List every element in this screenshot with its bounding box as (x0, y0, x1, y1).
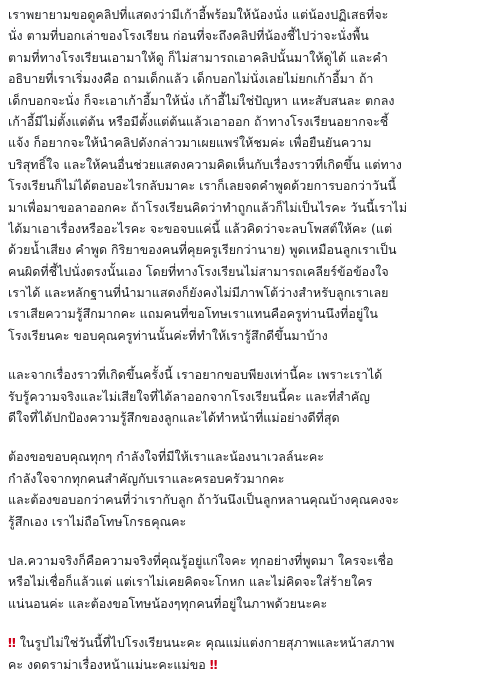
text-line: และต้องขอบอกว่าคนที่ว่าเรากับลูก ถ้าวันนึงเป็นลูกหลานคุณบ้างคุณคงจะ (8, 492, 399, 508)
post-body (8, 4, 492, 675)
text-line: กำลังใจจากทุกคนสำคัญกับเราและครอบครัวมากคะ (8, 470, 285, 486)
text-line: เด็กบอกจะนั่ง ก็จะเอาเก้าอี้มาให้นั่ง เก้าอี้ไม่ใช่ปัญหา แหะสับสนละ ตกลง (8, 92, 395, 108)
text-line: คนผิดที่ชี้ไปนั่งตรงนั้นเอง โดยที่ทางโรงเรียนไม่สามารถเคลียร์ข้อข้องใจ (8, 263, 389, 279)
paragraph-1 (8, 4, 492, 346)
text-line: หรือไม่เชื่อก็แล้วแต่ แต่เราไม่เคยคิดจะโกหก และไม่คิดจะใส่ร้ายใคร (8, 574, 373, 590)
text-line: ดีใจที่ได้ปกป้องความรู้สึกของลูกและได้ทำหน้าที่แม่อย่างดีที่สุด (8, 410, 340, 426)
double-exclamation-icon: ‼ (8, 635, 16, 651)
text-line: นั่ง ตามที่บอกเล่าของโรงเรียน ก่อนที่จะถึงคลิปที่น้องชี้ไปว่าจะนั่งพื้น (8, 28, 369, 44)
text-line: อธิบายที่เราเริ่มงงคือ ถามเด็กแล้ว เด็กบอกไม่นั่งเลยไม่ยกเก้าอี้มา ถ้า (8, 71, 374, 87)
paragraph-gap (8, 428, 492, 446)
paragraph-2 (8, 364, 492, 428)
text-line: มาเพื่อมาขอลาออกคะ ถ้าโรงเรียนคิดว่าทำถูกแล้วก็ไม่เป็นไรคะ วันนี้เราไม่ (8, 199, 408, 215)
text-line: แจ้ง ก็อยากจะให้นำคลิปดังกล่าวมาเผยแพร่ให้ชมค่ะ เพื่อยืนยันความ (8, 135, 372, 151)
paragraph-gap (8, 346, 492, 364)
paragraph-4 (8, 550, 492, 614)
text-line: ‼ ในรูปไม่ใช่วันนี้ที่ไปโรงเรียนนะคะ คุณแม่แต่งกายสุภาพและหน้าสภาพ (8, 635, 395, 651)
text-line: เราพยายามขอดูคลิปที่แสดงว่ามีเก้าอี้พร้อมให้น้องนั่ง แต่น้องปฏิเสธที่จะ (8, 7, 389, 22)
text-line: แน่นอนค่ะ และต้องขอโทษน้องๆทุกคนที่อยู่ในภาพด้วยนะคะ (8, 595, 328, 611)
double-exclamation-icon: ‼ (209, 656, 218, 672)
paragraph-3 (8, 446, 492, 532)
text-line: เราเสียความรู้สึกมากคะ แถมคนที่ขอโทษเราแทนคือครูท่านนึงที่อยู่ใน (8, 306, 378, 322)
text-line: ปล.ความจริงก็คือความจริงที่คุณรู้อยู่แก่ใจคะ ทุกอย่างที่พูดมา ใครจะเชื่อ (8, 552, 394, 568)
text-line: โรงเรียนคะ ขอบคุณครูท่านนั้นค่ะที่ทำให้เรารู้สึกดีขึ้นมาบ้าง (8, 327, 328, 343)
paragraph-gap (8, 532, 492, 550)
text-line: คะ งดดราม่าเรื่องหน้าแม่นะคะแม่ขอ ‼ (8, 656, 218, 672)
text-line: ตามที่ทางโรงเรียนเอามาให้ดู ก็ไม่สามารถเอาคลิปนั้นมาให้ดูได้ และคำ (8, 49, 388, 65)
text-line: รู้สึกเอง เราไม่ถือโทษโกรธคุณคะ (8, 513, 187, 529)
text-line: รับรู้ความจริงและไม่เสียใจที่ได้ลาออกจากโรงเรียนนี้คะ และที่สำคัญ (8, 388, 370, 404)
text-line: โรงเรียนก็ไม่ได้ตอบอะไรกลับมาคะ เราก็เลยจดคำพูดด้วยการบอกว่าวันนี้ (8, 178, 397, 194)
text-line: ได้มาเอาเรื่องหรืออะไรคะ จะขอจบแค่นี้ แล้วคิดว่าจะลบโพสต์ให้คะ (แต่ (8, 220, 393, 236)
text-line: ด้วยน้ำเสียง คำพูด กิริยาของคนที่คุยครูเรียกว่านาย) พูดเหมือนลูกเราเป็น (8, 242, 397, 258)
text-line: ต้องขอขอบคุณทุกๆ กำลังใจที่มีให้เราและน้องนาเวลล์นะคะ (8, 449, 324, 465)
paragraph-gap (8, 614, 492, 632)
text-line: เก้าอี้มีไม่ตั้งแต่ต้น หรือมีตั้งแต่ต้นแล้วเอาออก ถ้าทางโรงเรียนอยากจะชี้ (8, 113, 389, 129)
text-line: และจากเรื่องราวที่เกิดขึ้นครั้งนี้ เราอยากขอบพียงเท่านี้คะ เพราะเราได้ (8, 367, 383, 383)
text-line: เราได้ และหลักฐานที่นำมาแสดงก็ยังคงไม่มีภาพโต้ว่างสำหรับลูกเราเลย (8, 285, 389, 301)
text-line: บริสุทธิ์ใจ และให้คนอื่นช่วยแสดงความคิดเห็นกับเรื่องราวที่เกิดขึ้น แต่ทาง (8, 156, 402, 172)
